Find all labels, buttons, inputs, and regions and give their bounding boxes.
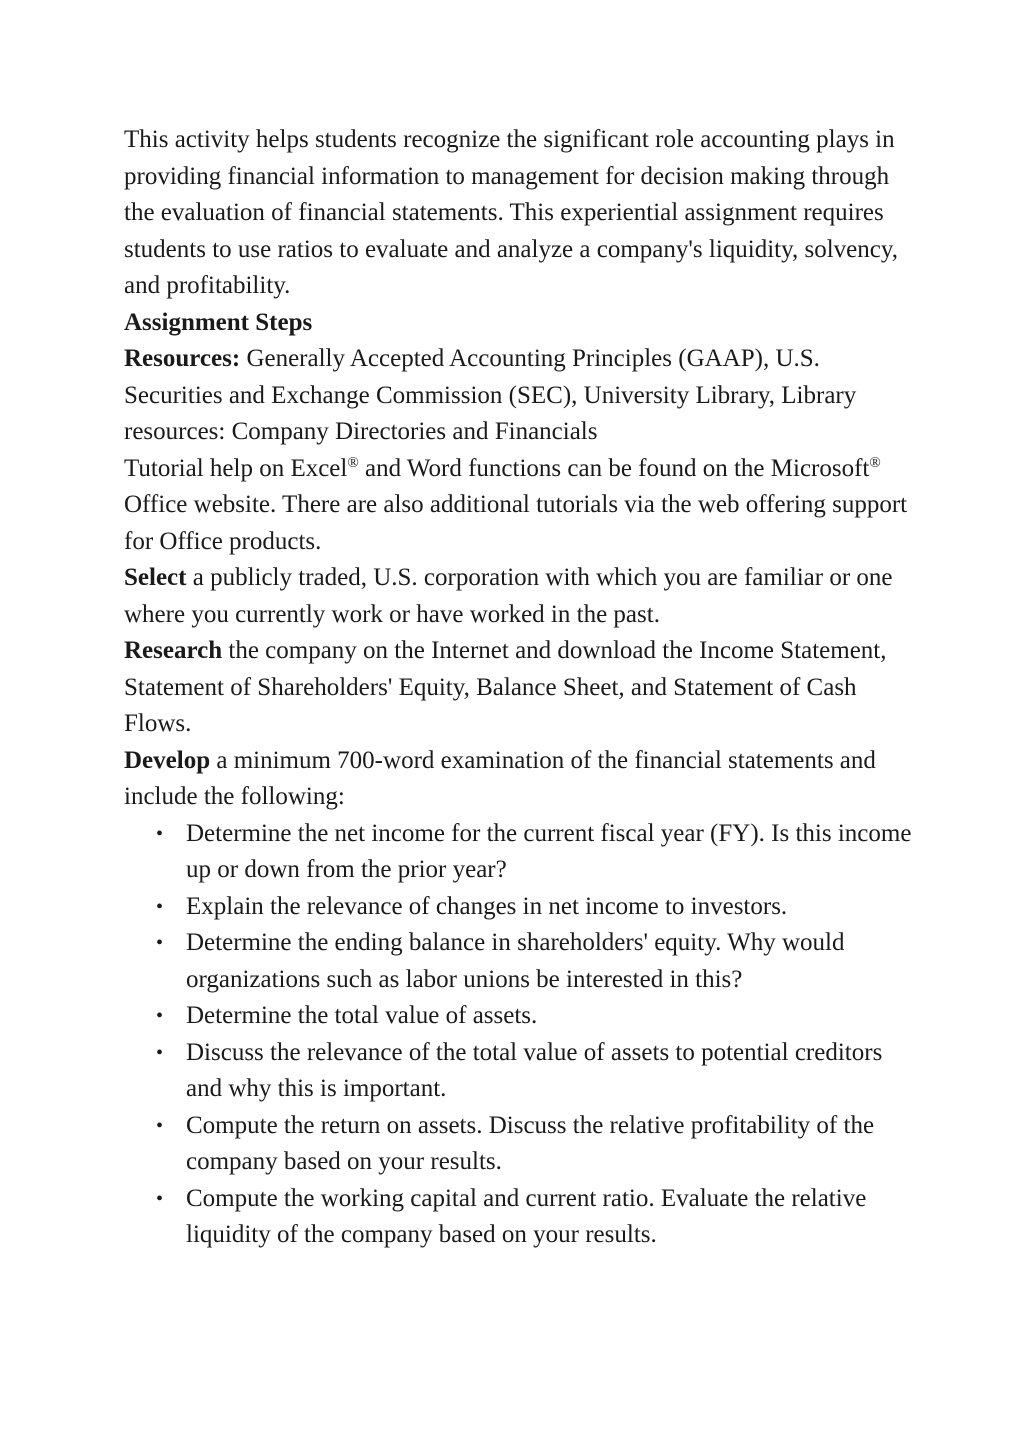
research-label: Research [124, 637, 223, 664]
list-item-text: Discuss the relevance of the total value of assets to potential creditors and why this is important. [186, 1038, 883, 1102]
bullet-icon: • [156, 1187, 164, 1210]
assignment-steps-heading: Assignment Steps [124, 308, 313, 336]
bullet-icon: • [156, 932, 164, 954]
list-item-text: Explain the relevance of changes in net income to investors. [186, 892, 788, 920]
develop-paragraph [124, 743, 914, 816]
intro-paragraph: This activity helps students recognize the significant role accounting plays in providing financial information to management for decision making through the evaluation of financial statements. This experiential assignment requires students to use ratios to evaluate and analyze a company's liquidity, solvency, and profitability. [124, 126, 898, 299]
research-paragraph [124, 633, 914, 743]
list-item-text: Determine the total value of assets. [186, 1002, 538, 1029]
bullet-icon: • [156, 895, 164, 918]
list-item [124, 816, 914, 889]
registered-mark: ® [347, 454, 359, 471]
list-item [124, 1181, 914, 1254]
resources-paragraph [124, 341, 914, 451]
bullet-icon: • [156, 1114, 164, 1137]
tutorial-paragraph [124, 451, 914, 561]
select-label: Select [124, 564, 187, 591]
research-text: the company on the Internet and download the Income Statement, Statement of Shareholders' Equity, Balance Sheet, and Statement of Cash Flows. [124, 637, 887, 737]
bullet-icon: • [156, 1041, 164, 1064]
registered-mark: ® [869, 454, 881, 471]
select-paragraph [124, 560, 914, 633]
list-item [124, 1035, 914, 1108]
resources-text: Generally Accepted Accounting Principles (GAAP), U.S. Securities and Exchange Commission (SEC), University Library, Library resources: Company Directories and Financials [124, 345, 857, 445]
list-item-text: Determine the ending balance in shareholders' equity. Why would organizations such as labor unions be interested in this? [186, 929, 845, 993]
develop-label: Develop [124, 746, 211, 774]
tutorial-text-2: and Word functions can be found on the Microsoft [358, 454, 870, 482]
list-item [124, 1108, 914, 1181]
list-item [124, 889, 914, 926]
resources-label: Resources: [124, 345, 241, 372]
bullet-icon: • [156, 822, 164, 845]
develop-text: a minimum 700-word examination of the financial statements and include the following: [124, 746, 876, 810]
list-item-text: Determine the net income for the current fiscal year (FY). Is this income up or down from the prior year? [186, 819, 912, 883]
select-text: a publicly traded, U.S. corporation with which you are familiar or one where you currently work or have worked in the past. [124, 564, 893, 628]
requirements-list [124, 816, 914, 1254]
bullet-icon: • [156, 1005, 164, 1027]
tutorial-text-3: Office website. There are also additional tutorials via the web offering support for Office products. [124, 491, 908, 555]
document-page [124, 122, 914, 1254]
list-item-text: Compute the working capital and current ratio. Evaluate the relative liquidity of the company based on your results. [186, 1184, 867, 1248]
list-item [124, 925, 914, 998]
list-item-text: Compute the return on assets. Discuss the relative profitability of the company based on your results. [186, 1111, 875, 1175]
tutorial-text-1: Tutorial help on Excel [124, 454, 348, 482]
list-item [124, 998, 914, 1035]
